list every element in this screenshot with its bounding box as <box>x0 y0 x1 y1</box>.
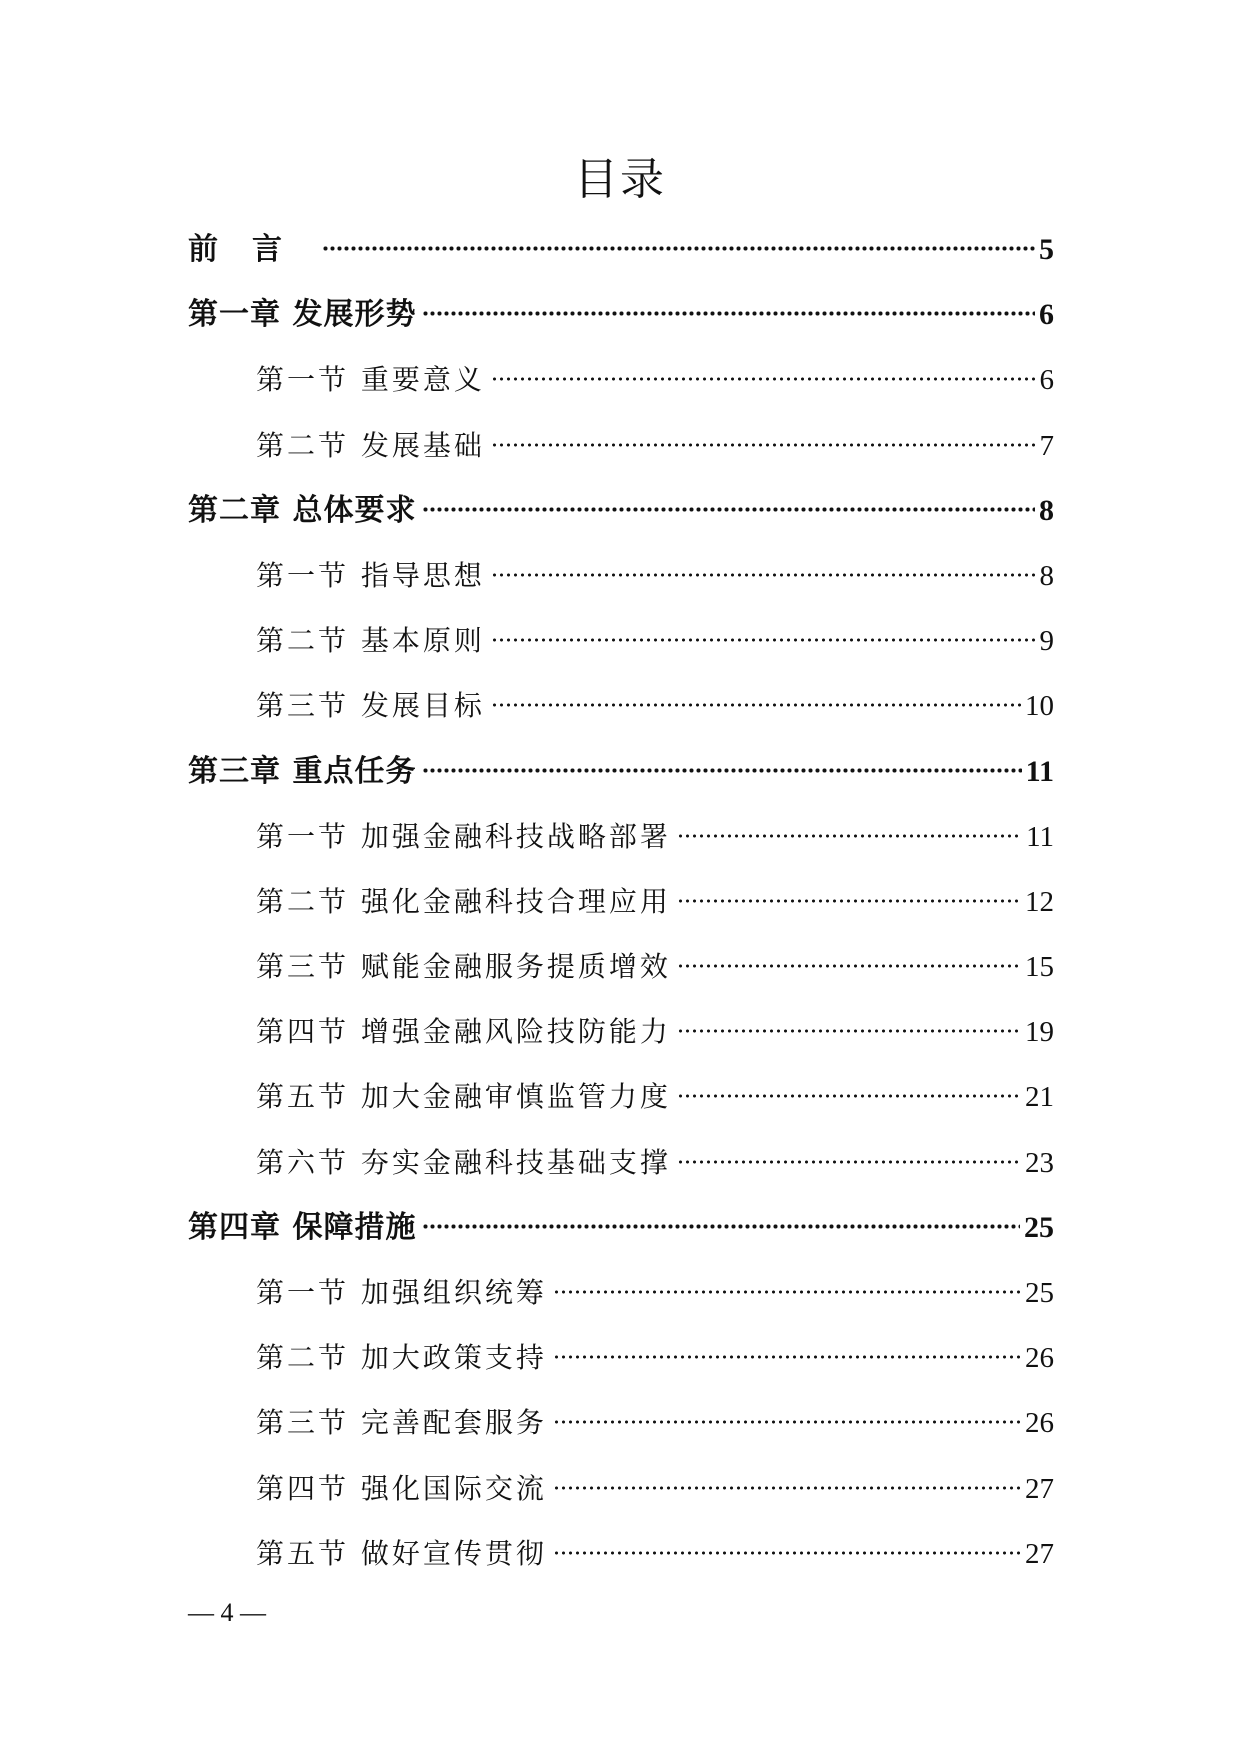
toc-section-entry[interactable] <box>188 872 1054 937</box>
toc-section-entry[interactable] <box>188 1393 1054 1458</box>
page-number-footer: — 4 — <box>188 1598 266 1627</box>
toc-page-number: 27 <box>1025 1472 1054 1505</box>
dot-leader <box>491 377 1036 381</box>
toc-page-number: 15 <box>1025 951 1054 984</box>
toc-entry-label: 第二节 强化金融科技合理应用 <box>256 884 671 918</box>
toc-section-entry[interactable] <box>188 1459 1054 1524</box>
dot-leader <box>553 1290 1021 1294</box>
toc-section-entry[interactable] <box>188 546 1054 611</box>
toc-page-number: 27 <box>1025 1537 1054 1570</box>
toc-page-number: 26 <box>1025 1407 1054 1440</box>
toc-entry-label: 前言 <box>188 232 316 267</box>
dot-leader <box>491 443 1036 447</box>
dot-leader <box>491 573 1036 577</box>
dot-leader <box>422 1224 1020 1229</box>
toc-page-number: 8 <box>1039 493 1054 527</box>
toc-entry-label: 第四节 强化国际交流 <box>256 1471 547 1505</box>
toc-page-number: 7 <box>1039 429 1054 462</box>
toc-entry-label: 第三节 赋能金融服务提质增效 <box>256 950 671 984</box>
toc-section-entry[interactable] <box>188 350 1054 415</box>
dot-leader <box>491 703 1021 707</box>
toc-entry-label: 第一节 重要意义 <box>256 363 485 397</box>
toc-section-entry[interactable] <box>188 1263 1054 1328</box>
toc-entry-label: 第二节 基本原则 <box>256 624 485 658</box>
toc-page-number: 9 <box>1039 625 1054 658</box>
toc-section-entry[interactable] <box>188 1524 1054 1589</box>
table-of-contents <box>188 220 1054 1589</box>
dot-leader <box>491 638 1036 642</box>
toc-page-number: 25 <box>1024 1210 1054 1244</box>
toc-page-number: 11 <box>1025 754 1054 788</box>
toc-entry-label: 第二节 加大政策支持 <box>256 1341 547 1375</box>
toc-page-number: 6 <box>1039 298 1054 332</box>
toc-section-entry[interactable] <box>188 937 1054 1002</box>
toc-entry-label: 第四节 增强金融风险技防能力 <box>256 1015 671 1049</box>
toc-page-number: 25 <box>1025 1277 1054 1309</box>
toc-page-number: 21 <box>1025 1081 1054 1114</box>
dot-leader <box>677 964 1021 968</box>
dot-leader <box>553 1355 1021 1359</box>
dot-leader <box>677 1160 1021 1164</box>
toc-entry-label: 第四章 保障措施 <box>188 1209 417 1245</box>
dot-leader <box>677 899 1021 903</box>
toc-entry-label: 第二节 发展基础 <box>256 428 485 462</box>
toc-page-number: 26 <box>1025 1342 1054 1375</box>
toc-section-entry[interactable] <box>188 1002 1054 1067</box>
toc-section-entry[interactable] <box>188 1133 1054 1198</box>
dot-leader <box>422 768 1021 773</box>
toc-entry-label: 第三章 重点任务 <box>188 753 417 789</box>
toc-entry-label: 第一节 指导思想 <box>256 558 485 592</box>
toc-entry-label: 第一章 发展形势 <box>188 297 417 333</box>
dot-leader <box>677 1094 1021 1098</box>
toc-entry-label: 第五节 加大金融审慎监管力度 <box>256 1080 671 1114</box>
toc-entry-label: 第六节 夯实金融科技基础支撑 <box>256 1145 671 1179</box>
toc-page-number: 11 <box>1026 820 1054 853</box>
dot-leader <box>322 246 1035 251</box>
dot-leader <box>422 507 1035 512</box>
toc-section-entry[interactable] <box>188 611 1054 676</box>
dot-leader <box>677 1029 1021 1033</box>
toc-entry-label: 第一节 加强金融科技战略部署 <box>256 819 671 853</box>
toc-page-number: 10 <box>1025 690 1054 723</box>
toc-entry-label: 第二章 总体要求 <box>188 492 417 528</box>
toc-page-number: 23 <box>1025 1146 1054 1179</box>
toc-page-number: 8 <box>1039 559 1054 592</box>
toc-section-entry[interactable] <box>188 676 1054 741</box>
toc-page-number: 19 <box>1025 1016 1054 1049</box>
toc-section-entry[interactable] <box>188 1067 1054 1132</box>
toc-entry-label: 第三节 发展目标 <box>256 689 485 723</box>
toc-section-entry[interactable] <box>188 416 1054 481</box>
toc-chapter-entry[interactable] <box>188 285 1054 350</box>
dot-leader <box>553 1551 1021 1555</box>
toc-page-number: 12 <box>1025 885 1054 918</box>
dot-leader <box>553 1420 1021 1424</box>
toc-section-entry[interactable] <box>188 807 1054 872</box>
toc-chapter-entry[interactable] <box>188 742 1054 807</box>
toc-entry-label: 第三节 完善配套服务 <box>256 1406 547 1440</box>
page-title: 目录 <box>574 154 666 205</box>
toc-chapter-entry[interactable] <box>188 1198 1054 1263</box>
dot-leader <box>677 834 1022 838</box>
dot-leader <box>422 311 1035 316</box>
toc-chapter-entry[interactable] <box>188 220 1054 285</box>
dot-leader <box>553 1486 1021 1490</box>
toc-page-number: 6 <box>1039 364 1054 397</box>
toc-section-entry[interactable] <box>188 1328 1054 1393</box>
toc-chapter-entry[interactable] <box>188 481 1054 546</box>
toc-page-number: 5 <box>1039 233 1054 266</box>
toc-entry-label: 第一节 加强组织统筹 <box>256 1276 547 1309</box>
toc-entry-label: 第五节 做好宣传贯彻 <box>256 1536 547 1570</box>
